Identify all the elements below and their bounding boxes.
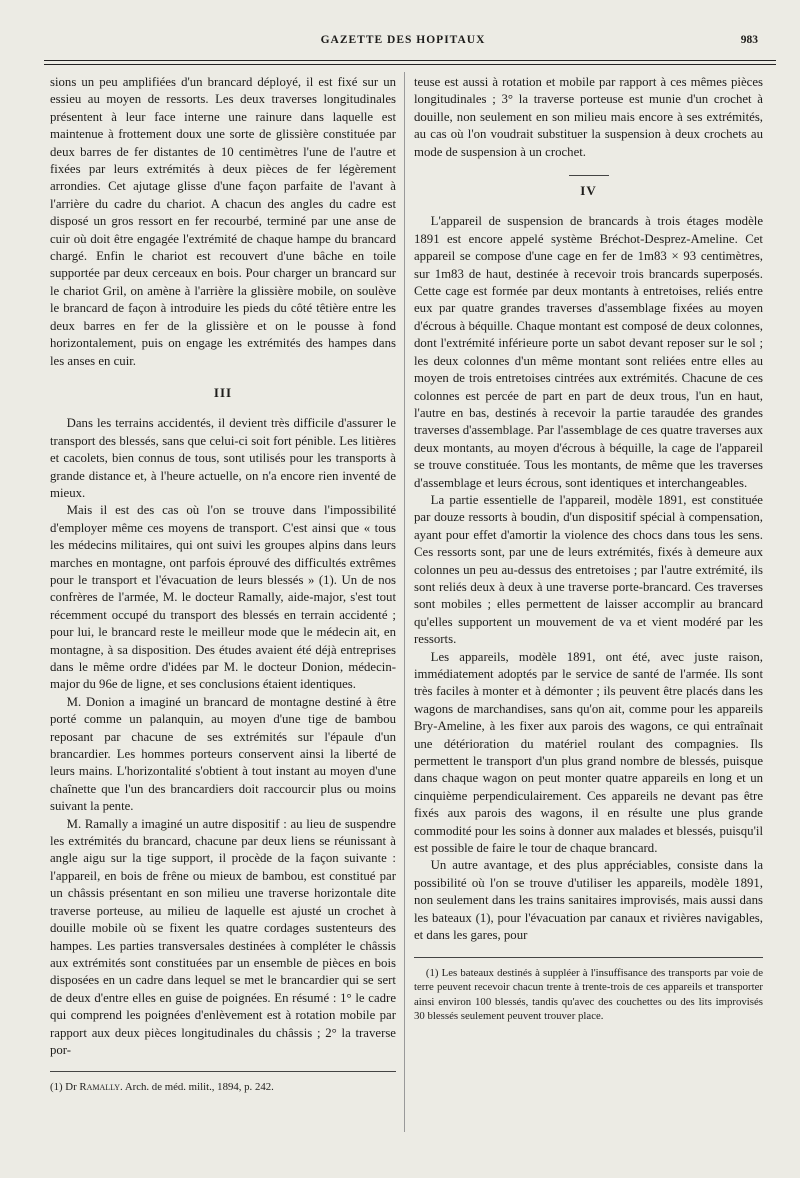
footnote-rule <box>414 957 763 958</box>
footnote-author: Ramally <box>79 1081 121 1094</box>
header-rule-top <box>44 60 776 61</box>
paragraph: Les appareils, modèle 1891, ont été, avec juste raison, immédiatement adoptés par le service de santé de l'armée. Ils sont très faciles à monter et à démonter ; ils peuvent être placés dans les wagons de marchandises, sans qu'on ait, comme pour les appareils Bry-Ameline, à les fixer aux parois des wagons, ce qui entraînait une détérioration du matériel roulant des compagnies. Ils permettent le transport d'un plus grand nombre de blessés, puisque dans chaque wagon on peut monter quatre appareils en long et un cinquième perpendiculairement. Ces appareils ne devant pas être fixés aux parois des wagons, il en résulte une plus grande commodité pour les soins à donner aux malades et blessés, puisqu'il est possible de faire le tour de chaque brancard. <box>414 649 763 856</box>
paragraph: M. Ramally a imaginé un autre dispositif : au lieu de suspendre les extrémités du brancard, chacune par deux liens se réunissant à angle aigu sur la tige support, il procède de la façon suivante : l'appareil, en bois de frêne ou mieux de bambou, est constitué par un châssis présentant en son milieu une traverse horizontale dite traverse porteuse, au milieu de laquelle est ajusté un crochet à douille mobile où se fixent les quatre cordages sustenteurs des hampes. Les parties transversales destinées à compléter le châssis aux extrémités sont constituées par un ensemble de pièces en bois disposées en un cadre dans lequel se met le brancardier qui se sert de deux d'entre elles en guise de poignées. En résumé : 1° le cadre qui comprend les poignées d'enlèvement est à rotation mobile par rapport aux deux pièces longitudinales du châssis ; 2° la traverse por- <box>50 816 396 1057</box>
section-rule <box>569 175 609 176</box>
section-heading-iv: IV <box>580 183 597 199</box>
paragraph: Un autre avantage, et des plus appréciables, consiste dans la possibilité où l'on se trouve d'utiliser les appareils, modèle 1891, non seulement dans les trains sanitaires improvisés, mais aussi dans les bateaux (1), pour l'évacuation par canaux et rivières navigables, et dans les gares, pour <box>414 858 763 943</box>
running-header <box>44 32 762 56</box>
right-column <box>414 74 763 1024</box>
footnote-rule <box>50 1071 396 1072</box>
paragraph: M. Donion a imaginé un brancard de montagne destiné à être porté comme un palanquin, au moyen d'une tige de bambou reposant par chacune de ses extrémités sur l'épaule d'un brancardier. Les hommes porteurs conservent ainsi la liberté de leurs mains. L'horizontalité s'obtient à tout instant au moyen d'une chaînette que l'un des brancardiers doit raccourcir plus ou moins suivant la pente. <box>50 694 396 814</box>
journal-title: GAZETTE DES HOPITAUX <box>320 34 486 46</box>
footnote: (1) Les bateaux destinés à suppléer à l'insuffisance des transports par voie de terre peuvent recevoir chacun trente à trente-trois de ces appareils et transporter ainsi environ 100 blessés, tandis qu'avec des couchettes ou des lits improvisés 30 blessés seulement peuvent trouver place. <box>414 966 763 1023</box>
section-heading-iii: III <box>213 384 233 400</box>
footnote-prefix: (1) Dr <box>50 1081 77 1094</box>
paragraph: La partie essentielle de l'appareil, modèle 1891, est constituée par douze ressorts à boudin, d'un dispositif spécial à compensation, ayant pour effet d'amortir la violence des chocs dans tous les sens. Ces ressorts sont, par une de leurs extrémités, fixés à demeure aux colonnes un peu au-dessus des entretoises ; par l'autre extrémité, ils sont reliés deux à deux à une traverse porte-brancard. Ces traverses sont mobiles ; elles permettent de laisser accomplir au brancard qu'elles supportent un mouvement de va et vient modéré par les ressorts. <box>414 492 763 647</box>
column-divider <box>404 72 405 1132</box>
paragraph: Mais il est des cas où l'on se trouve dans l'impossibilité d'employer même ces moyens de transport. C'est ainsi que « tous les médecins militaires, qui ont suivi les groupes alpins dans leurs marches en montagne, ont parfois éprouvé des difficultés extrêmes pour le transport et l'évacuation de leurs blessés » (1). Un de nos confrères de l'armée, M. le docteur Ramally, aide-major, s'est tout récemment occupé du transport des blessés en terrain accidenté ; pour lui, le brancard reste le meilleur mode que le médecin ait, en montagne, à sa disposition. Des études avaient été déjà entreprises dans le même ordre d'idées par M. le docteur Donion, médecin-major du 96e de ligne, et ses conclusions étaient identiques. <box>50 503 396 692</box>
paragraph: L'appareil de suspension de brancards à trois étages modèle 1891 est encore appelé système Bréchot-Desprez-Ameline. Cet appareil se compose d'une cage en fer de 1m83 × 93 centimètres, sur 1m83 de haut, destinée à recevoir trois brancards superposés. Cette cage est formée par deux montants à entretoises, reliés entre eux par quatre grandes traverses d'assemblage fixées au moyen d'écrous à béquille. Chaque montant est composé de deux colonnes, dont l'extrémité inférieure porte un sabot devant reposer sur le sol ; les deux colonnes d'un même montant sont reliées entre elles au moyen de trois entretoises cintrées aux extrémités. Chacune de ces colonnes est percée de part en part de deux trous, l'un en haut, l'autre en bas, destinés à recevoir la partie taraudée des grandes traverses d'assemblage. Par l'assemblage de ces quatre traverses aux deux montants, au moyen d'écrous à béquille, la cage de l'appareil se trouve constituée. Tous les montants, de même que les traverses d'assemblage et leurs écrous, sont identiques et interchangeables. <box>414 214 763 490</box>
paragraph: sions un peu amplifiées d'un brancard déployé, il est fixé sur un essieu au moyen de ressorts. Les deux traverses longitudinales présentent à leur face interne une rainure dans laquelle est maintenue à frottement doux une sorte de glissière constituée par deux barres de fer distantes de 10 centimètres l'une de l'autre et fixées par leurs extrémités à deux pièces de fer légèrement arrondies. Cet ajutage glisse d'une façon parfaite de l'avant à l'arrière du cadre du chariot. A chacun des angles du cadre est disposé un gros ressort en fer recourbé, terminé par une anse de cuir où doit être engagée l'extrémité de chaque hampe du brancard chargé. Enfin le chariot est recouvert d'une bâche en toile supportée par deux cerceaux en bois. Pour charger un brancard sur le chariot Gril, on amène à l'arrière la glissière mobile, on soulève le brancard de façon à introduire les pieds du côté têtière entre les deux barres en fer de la glissière et on le pousse à fond horizontalement, puis on engage les extrémités des hampes dans les anses en cuir. <box>50 75 396 368</box>
page-number: 983 <box>740 34 758 46</box>
header-rule-bottom <box>44 64 776 65</box>
footnote <box>50 1080 396 1095</box>
footnote-citation: . Arch. de méd. milit., 1894, p. 242. <box>120 1081 274 1094</box>
paragraph: teuse est aussi à rotation et mobile par rapport à ces mêmes pièces longitudinales ; 3° la traverse porteuse est munie d'un crochet à douille, non seulement en son milieu mais encore à ses extrémités, au cas où l'on voudrait substituer la suspension à deux crochets au mode de suspension à un crochet. <box>414 75 763 159</box>
left-column <box>50 74 396 1095</box>
paragraph: Dans les terrains accidentés, il devient très difficile d'assurer le transport des blessés, sans que celui-ci soit fort pénible. Les litières et cacolets, bien connus de tous, sont utilisés pour les transports à grande distance et, à l'heure actuelle, on n'a encore rien inventé de mieux. <box>50 416 396 500</box>
section-heading-iv-block <box>414 175 763 199</box>
